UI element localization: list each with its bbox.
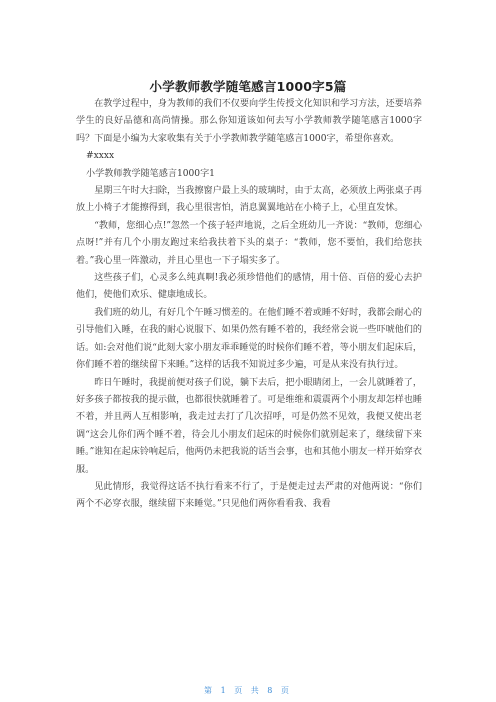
intro-paragraph: 在教学过程中，身为教师的我们不仅要向学生传授文化知识和学习方法，还要培养学生的良好品德和高尚情操。那么你知道该如何去写小学教师教学随笔感言1000字吗？下面是小编为大家收集有关于小学教师教学随笔感言1000字，希望你喜欢。: [76, 99, 422, 144]
body-paragraph: 我们班的幼儿，有好几个午睡习惯差的。在他们睡不着或睡不好时，我都会耐心的引导他们入睡，在我的耐心说服下、如果仍然有睡不着的，我经常会说一些吓唬他们的话。如:会对他们说“此刻大家小朋友乖乖睡觉的时候你们睡不着，等小朋友们起床后，你们睡不着的继续留下来睡。”这样的话我不知说过多少遍，可是从来没有执行过。: [76, 307, 422, 371]
body-paragraph: 见此情形，我觉得这话不执行看来不行了，于是便走过去严肃的对他两说：“你们两个不必穿衣服，继续留下来睡觉。”只见他们两你看看我、我看: [76, 481, 422, 510]
body-paragraph: 这些孩子们，心灵多么纯真啊!我必须珍惜他们的感情，用十倍、百倍的爱心去护他们，使他们欢乐、健康地成长。: [76, 273, 422, 301]
document-title: 小学教师教学随笔感言1000字5篇: [149, 79, 347, 94]
body-paragraph: 昨日午睡时，我提前便对孩子们说，躺下去后，把小眼睛闭上，一会儿就睡着了，好多孩子都按我的提示做，也都很快就睡着了。可是维维和震震两个小朋友却怎样也睡不着，并且两人互相影响，我走过去打了几次招呼，可是仍然不见效，我便又使出老调“这会儿你们两个睡不着，待会儿小朋友们起床的时候你们就别起来了，继续留下来睡。”谁知在起床铃响起后，他两仍未把我说的话当会事，也和其他小朋友一样开始穿衣服。: [76, 377, 422, 475]
placeholder-tag: #xxxx: [86, 151, 115, 162]
page-number: 第 1 页 共 8 页: [204, 686, 292, 695]
document-body: [76, 96, 422, 514]
body-paragraph: “教师，您细心点!”忽然一个孩子轻声地说，之后全班幼儿一齐说：“教师，您细心点呀!”并有几个小朋友跑过来给我扶着下头的桌子：“教师，您不要怕，我们给您扶着。”我心里一阵激动，并且心里也一下子塌实多了。: [76, 220, 422, 266]
section-heading: 小学教师教学随笔感言1000字1: [86, 168, 215, 179]
body-paragraph: 星期三午时大扫除，当我擦窗户最上头的玻璃时，由于太高，必须放上两张桌子再放上小椅子才能擦得到，我心里很害怕，消息翼翼地站在小椅子上，心里直发怵。: [76, 186, 422, 214]
